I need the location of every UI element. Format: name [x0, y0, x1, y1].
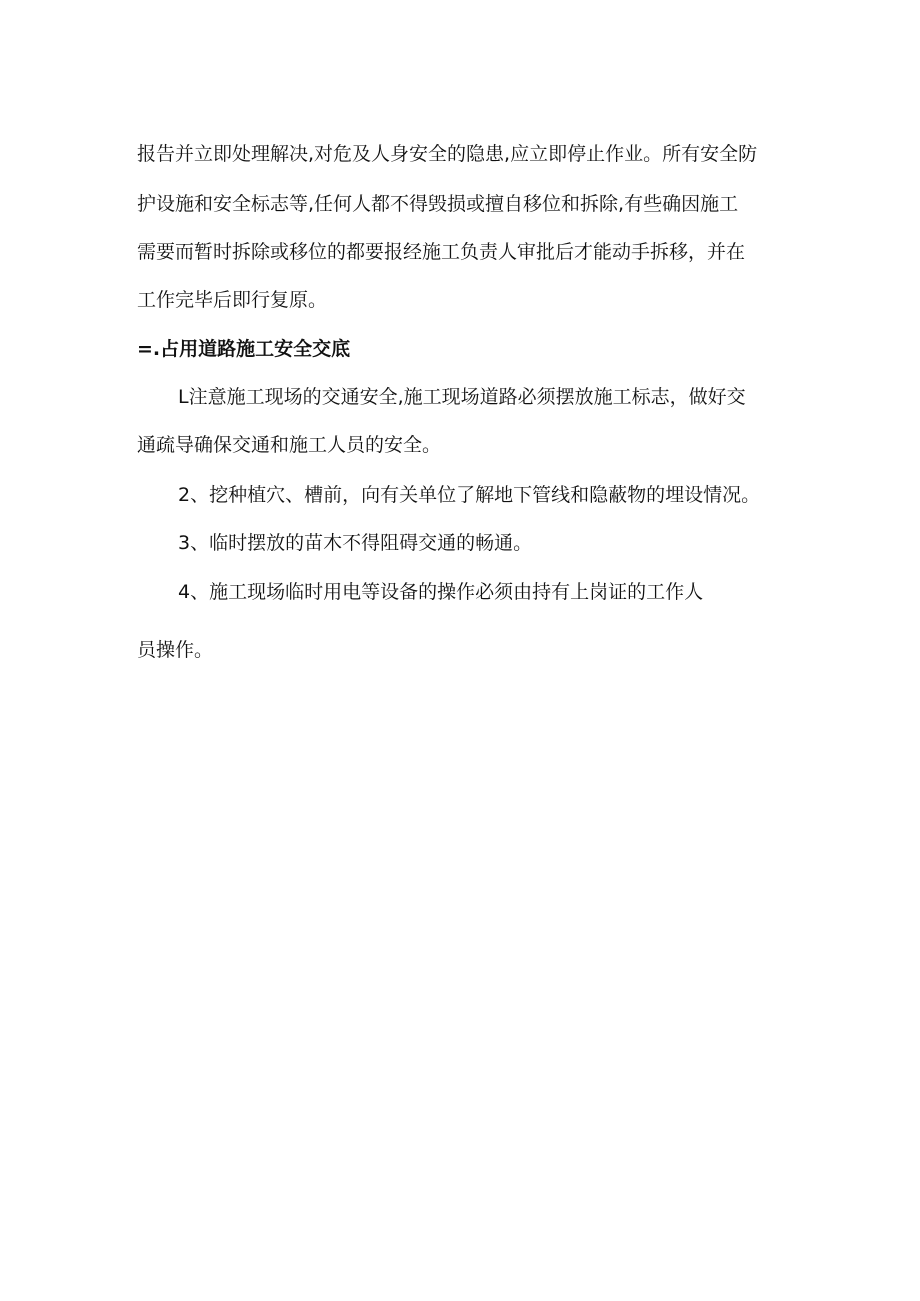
- paragraph-line: 护设施和安全标志等,任何人都不得毁损或擅自移位和拆除,有些确因施工: [137, 193, 739, 215]
- list-item-1-line-2: 通疏导确保交通和施工人员的安全。: [137, 434, 442, 456]
- list-item-4-line-2: 员操作。: [137, 639, 214, 661]
- paragraph-line: 需要而暂时拆除或移位的都要报经施工负责人审批后才能动手拆移，并在: [137, 241, 746, 263]
- list-item-2: 2、挖种植穴、槽前，向有关单位了解地下管线和隐蔽物的埋设情况。: [178, 484, 761, 506]
- list-item-4-line-1: 4、施工现场临时用电等设备的操作必须由持有上岗证的工作人: [178, 581, 704, 603]
- paragraph-line: 报告并立即处理解决,对危及人身安全的隐患,应立即停止作业。所有安全防: [137, 143, 758, 165]
- section-heading: =.占用道路施工安全交底: [137, 338, 351, 360]
- paragraph-line: 工作完毕后即行复原。: [137, 289, 328, 311]
- list-item-1-line-1: L注意施工现场的交通安全,施工现场道路必须摆放施工标志，做好交: [178, 386, 746, 408]
- list-item-3: 3、临时摆放的苗木不得阻碍交通的畅通。: [178, 532, 533, 554]
